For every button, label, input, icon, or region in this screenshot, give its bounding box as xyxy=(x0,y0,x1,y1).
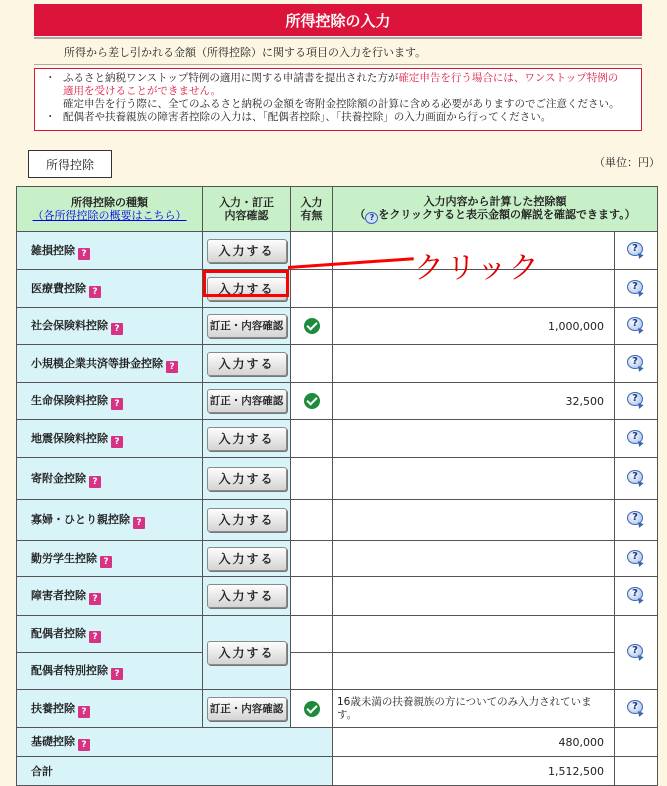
status-cell xyxy=(291,690,333,728)
deduction-name xyxy=(17,232,203,270)
notice-bullet: ・ xyxy=(45,72,56,84)
deduction-label: 社会保険料控除 xyxy=(31,319,108,332)
section-tab: 所得控除 xyxy=(28,150,112,178)
header-col3-line2: 有無 xyxy=(300,209,323,222)
table-row xyxy=(17,541,658,577)
status-cell xyxy=(291,345,333,383)
input-button[interactable]: 入力する xyxy=(207,239,287,263)
header-col4-line2: をクリックすると表示金額の解説を確認できます。） xyxy=(378,207,636,221)
notice-line3-text: 確定申告を行う際に、全てのふるさと納税の金額を寄附金控除額の計算に含める必要がありますのでご注意ください。 xyxy=(63,98,620,110)
spouse-input-button[interactable]: 入力する xyxy=(207,641,287,665)
help-bubble-tail xyxy=(636,522,643,529)
status-cell xyxy=(291,458,333,500)
page-title: 所得控除の入力 xyxy=(34,4,642,36)
unit-label: （単位：円） xyxy=(594,156,660,169)
help-cell xyxy=(615,757,658,786)
help-bubble-tail xyxy=(636,253,643,260)
header-col4-line1: 入力内容から計算した控除額 xyxy=(423,194,567,208)
check-icon xyxy=(304,701,320,717)
amount-cell: 32,500 xyxy=(333,383,615,420)
table-row xyxy=(17,616,658,653)
table-row xyxy=(17,577,658,616)
input-button[interactable]: 訂正・内容確認 xyxy=(207,314,287,338)
amount-cell xyxy=(333,577,615,616)
help-bubble-tail xyxy=(636,655,643,662)
amount-cell xyxy=(333,541,615,577)
header-col4-prefix: （ xyxy=(354,207,366,221)
help-bubble-tail xyxy=(636,328,643,335)
help-bubble-icon[interactable] xyxy=(627,470,645,488)
help-cell xyxy=(615,308,658,345)
notice-line1 xyxy=(63,72,620,111)
table-row xyxy=(17,458,658,500)
header-col2-line2: 内容確認 xyxy=(224,209,269,222)
action-cell xyxy=(203,345,291,383)
header-col1-title: 所得控除の種類 xyxy=(71,196,148,209)
deduction-label: 小規模企業共済等掛金控除 xyxy=(31,356,163,370)
deduction-name xyxy=(17,308,203,345)
check-icon xyxy=(304,318,320,334)
help-icon: ? xyxy=(365,212,378,224)
help-cell xyxy=(615,383,658,420)
help-bubble-tail xyxy=(636,711,643,718)
input-button[interactable]: 入力する xyxy=(207,277,287,301)
deduction-name xyxy=(17,458,203,500)
dependent-label: 扶養控除 xyxy=(31,701,75,715)
deduction-name xyxy=(17,541,203,577)
info-icon[interactable]: ? xyxy=(89,476,101,488)
deduction-name xyxy=(17,383,203,420)
action-cell xyxy=(203,383,291,420)
table-row xyxy=(17,690,658,728)
info-icon[interactable]: ? xyxy=(78,248,90,260)
notice-bullet: ・ xyxy=(45,111,56,123)
notice-box xyxy=(34,68,642,131)
amount-cell xyxy=(333,616,615,653)
help-bubble-icon[interactable] xyxy=(627,280,645,298)
click-highlight-box xyxy=(203,270,289,297)
total-label: 合計 xyxy=(17,757,333,786)
help-bubble-tail xyxy=(636,441,643,448)
check-icon xyxy=(304,393,320,409)
spouse-special-label: 配偶者特別控除 xyxy=(31,664,108,677)
help-bubble-tail xyxy=(636,561,643,568)
help-cell xyxy=(615,728,658,757)
amount-cell xyxy=(333,345,615,383)
deduction-name xyxy=(17,728,333,757)
info-icon[interactable]: ? xyxy=(133,517,145,529)
help-bubble-glyph: ? xyxy=(627,242,643,256)
help-cell xyxy=(615,458,658,500)
info-icon[interactable]: ? xyxy=(111,398,123,410)
help-bubble-icon[interactable] xyxy=(627,511,645,529)
deduction-name xyxy=(17,653,203,690)
info-icon[interactable]: ? xyxy=(78,739,90,751)
deduction-name xyxy=(17,690,203,728)
info-icon[interactable]: ? xyxy=(166,361,178,373)
help-bubble-glyph: ? xyxy=(627,317,643,331)
action-cell xyxy=(203,577,291,616)
header-deduction-type xyxy=(17,187,203,232)
status-cell xyxy=(291,653,333,690)
table-row xyxy=(17,653,658,690)
help-cell xyxy=(615,541,658,577)
help-cell xyxy=(615,345,658,383)
deduction-label: 勤労学生控除 xyxy=(31,551,97,565)
action-cell xyxy=(203,232,291,270)
help-cell xyxy=(615,500,658,541)
dependent-edit-button[interactable]: 訂正・内容確認 xyxy=(207,697,287,721)
help-bubble-tail xyxy=(636,481,643,488)
info-icon[interactable]: ? xyxy=(89,286,101,298)
info-icon[interactable]: ? xyxy=(100,556,112,568)
deduction-label: 障害者控除 xyxy=(31,589,86,602)
help-bubble-glyph: ? xyxy=(627,470,643,484)
click-annotation: クリック xyxy=(414,251,541,286)
table-row xyxy=(17,757,658,786)
header-amount xyxy=(333,187,658,232)
help-cell xyxy=(615,270,658,308)
deduction-name xyxy=(17,616,203,653)
help-bubble-icon[interactable] xyxy=(627,430,645,448)
overview-link[interactable]: （各所得控除の概要はこちら） xyxy=(32,209,187,222)
basic-label: 基礎控除 xyxy=(31,735,75,748)
status-cell xyxy=(291,308,333,345)
help-cell xyxy=(615,690,658,728)
help-bubble-icon[interactable] xyxy=(627,317,645,335)
input-button[interactable]: 入力する xyxy=(207,508,287,532)
help-bubble-icon[interactable] xyxy=(627,392,645,410)
basic-amount: 480,000 xyxy=(333,728,615,757)
action-cell xyxy=(203,541,291,577)
help-bubble-glyph: ? xyxy=(627,392,643,406)
table-row xyxy=(17,345,658,383)
table-row xyxy=(17,383,658,420)
amount-cell xyxy=(333,458,615,500)
table-row xyxy=(17,308,658,345)
header-col2-line1: 入力・訂正 xyxy=(219,196,274,209)
header-col3-line1: 入力 xyxy=(300,196,323,209)
input-button[interactable]: 訂正・内容確認 xyxy=(207,389,287,413)
input-button[interactable]: 入力する xyxy=(207,427,287,451)
help-bubble-glyph: ? xyxy=(627,280,643,294)
help-bubble-icon[interactable] xyxy=(627,355,645,373)
status-cell xyxy=(291,270,333,308)
total-amount: 1,512,500 xyxy=(333,757,615,786)
header-input-status xyxy=(291,187,333,232)
info-icon[interactable]: ? xyxy=(89,593,101,605)
deduction-table xyxy=(16,186,658,786)
status-cell xyxy=(291,383,333,420)
action-cell xyxy=(203,420,291,458)
help-bubble-tail xyxy=(636,598,643,605)
table-row xyxy=(17,270,658,308)
deduction-name xyxy=(17,420,203,458)
info-icon[interactable]: ? xyxy=(78,706,90,718)
notice-line2-warning: 適用を受けることができません。 xyxy=(63,85,222,97)
table-row xyxy=(17,500,658,541)
help-cell xyxy=(615,420,658,458)
input-button[interactable]: 入力する xyxy=(207,467,287,491)
help-bubble-icon[interactable] xyxy=(627,587,645,605)
status-cell xyxy=(291,616,333,653)
help-cell xyxy=(615,616,658,690)
help-bubble-glyph: ? xyxy=(627,511,643,525)
help-cell xyxy=(615,577,658,616)
amount-cell: 1,000,000 xyxy=(333,308,615,345)
help-bubble-glyph: ? xyxy=(627,644,643,658)
action-cell xyxy=(203,690,291,728)
spouse-label: 配偶者控除 xyxy=(31,627,86,640)
help-bubble-glyph: ? xyxy=(627,700,643,714)
help-bubble-icon[interactable] xyxy=(627,644,645,662)
help-bubble-icon[interactable] xyxy=(627,242,645,260)
notice-line4-text: 配偶者や扶養親族の障害者控除の入力は、「配偶者控除」、「扶養控除」の入力画面から行ってください。 xyxy=(63,111,552,123)
action-cell xyxy=(203,500,291,541)
deduction-label: 雑損控除 xyxy=(31,243,75,257)
action-cell xyxy=(203,458,291,500)
deduction-label: 寡婦・ひとり親控除 xyxy=(31,513,130,526)
help-bubble-tail xyxy=(636,366,643,373)
help-bubble-glyph: ? xyxy=(627,355,643,369)
deduction-label: 医療費控除 xyxy=(31,281,86,295)
notice-line1-text: ふるさと納税ワンストップ特例の適用に関する申請書を提出された方が xyxy=(63,72,399,84)
help-bubble-tail xyxy=(636,291,643,298)
input-button[interactable]: 入力する xyxy=(207,584,287,608)
help-bubble-icon[interactable] xyxy=(627,550,645,568)
help-bubble-tail xyxy=(636,403,643,410)
deduction-label: 生命保険料控除 xyxy=(31,394,108,407)
header-input-edit xyxy=(203,187,291,232)
deduction-label: 寄附金控除 xyxy=(31,471,86,485)
info-icon[interactable]: ? xyxy=(111,323,123,335)
status-cell xyxy=(291,577,333,616)
action-cell xyxy=(203,308,291,345)
status-cell xyxy=(291,420,333,458)
help-bubble-glyph: ? xyxy=(627,430,643,444)
notice-line1-warning: 確定申告を行う場合には、ワンストップ特例の xyxy=(398,72,619,84)
table-row xyxy=(17,420,658,458)
deduction-name xyxy=(17,500,203,541)
status-cell xyxy=(291,541,333,577)
deduction-name xyxy=(17,270,203,308)
help-bubble-glyph: ? xyxy=(627,587,643,601)
help-bubble-icon[interactable] xyxy=(627,700,645,718)
input-button[interactable]: 入力する xyxy=(207,547,287,571)
action-cell xyxy=(203,616,291,690)
info-icon[interactable]: ? xyxy=(111,668,123,680)
amount-cell xyxy=(333,653,615,690)
deduction-name xyxy=(17,345,203,383)
input-button[interactable]: 入力する xyxy=(207,352,287,376)
help-bubble-glyph: ? xyxy=(627,550,643,564)
table-row xyxy=(17,728,658,757)
intro-text: 所得から差し引かれる金額（所得控除）に関する項目の入力を行います。 xyxy=(34,39,642,65)
dependent-note: 16歳未満の扶養親族の方についてのみ入力されています。 xyxy=(333,690,615,728)
help-cell xyxy=(615,232,658,270)
status-cell xyxy=(291,500,333,541)
deduction-name xyxy=(17,577,203,616)
info-icon[interactable]: ? xyxy=(89,631,101,643)
amount-cell xyxy=(333,420,615,458)
deduction-label: 地震保険料控除 xyxy=(31,431,108,445)
amount-cell xyxy=(333,500,615,541)
info-icon[interactable]: ? xyxy=(111,436,123,448)
